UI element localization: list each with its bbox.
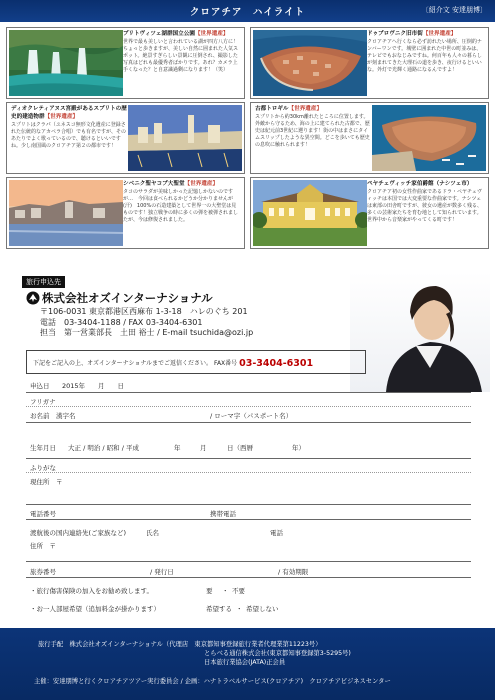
split-photo	[128, 105, 242, 171]
split-description: スプリトはクラパ（ユネスコ無形文化遺産に登録された伝統的なアカペラ合唱）でも有名ですが、そのあたりでよく歌っているので、聴けるといいですね。少し南国風のクロアチア第２の都市です！	[11, 122, 126, 149]
insurance-label: ・旅行傷害保険の加入をお勧め致します。	[30, 587, 153, 595]
insurance-yes-option[interactable]: 要	[206, 587, 213, 595]
pejacevic-title: ペヤチェヴィッチ家伯爵館	[367, 181, 434, 187]
pejacevic-text	[367, 180, 485, 246]
birth-western-year-field[interactable]: 年）	[292, 444, 305, 452]
emergency-name-field[interactable]: 氏名	[146, 529, 159, 537]
sibenik-title: シベニク聖ヤコブ大聖堂	[123, 181, 185, 187]
highlight-card-dubrovnik	[250, 27, 489, 99]
company-phone-fax: 電話 03-3404-1188 / FAX 03-3404-6301	[40, 317, 203, 327]
single-room-no-option[interactable]: 希望しない	[246, 605, 279, 613]
apply-badge: 旅行申込先	[22, 276, 65, 288]
dubrovnik-description: クロアチアへ行くなら必ず訪れたい場所、圧倒的ナンバーワンです。城壁に囲まれた中世の町並みは、テレビでもおなじみですね。何百年も人々の暮らしが刻まれてきた大理石の道を歩き、夜行けるといいな。外灯で光輝く通路になるんですよ！	[367, 39, 482, 73]
header-bar	[0, 0, 495, 22]
highlight-card-split	[6, 102, 245, 174]
split-tag: 【世界遺産】	[44, 114, 79, 120]
romaji-field-label[interactable]: / ローマ字（パスポート名）	[210, 412, 293, 420]
highlight-card-pejacevic	[250, 177, 489, 249]
pejacevic-tag: （ナシツェ市）	[433, 181, 473, 187]
split-text	[11, 105, 129, 171]
date-field[interactable]: 2015年 月 日	[62, 382, 125, 390]
form-row-furigana-address	[26, 459, 471, 473]
name-field-label[interactable]: お名前 漢字名	[30, 412, 76, 420]
birthdate-era-options[interactable]: 大正 / 明治 / 昭和 / 平成	[68, 444, 139, 452]
single-room-label: ・お一人部屋希望（追加料金が掛かります）	[30, 605, 160, 613]
form-row-phone	[26, 505, 471, 520]
insurance-no-option[interactable]: 不要	[232, 587, 245, 595]
intro-credit: 〔紹介文 安達朋博〕	[421, 6, 487, 14]
form-row-birthdate	[26, 423, 471, 459]
company-contact	[40, 307, 253, 339]
highlight-grid	[6, 27, 489, 249]
company-manager-email: 担当 第一営業部長 土田 裕士 / E-mail tsuchida@ozi.jp	[40, 328, 254, 337]
plitvice-title: プリトヴィツェ湖群国立公園	[123, 31, 195, 37]
emergency-address-field[interactable]: 住所 〒	[30, 542, 56, 550]
dubrovnik-photo	[253, 30, 367, 96]
sibenik-text	[123, 180, 241, 246]
passport-number-field[interactable]: 旅券番号	[30, 568, 56, 576]
single-room-yes-option[interactable]: 希望する	[206, 605, 232, 613]
plitvice-lakes-photo	[9, 30, 123, 96]
fax-instruction: 下記をご記入の上、オズインターナショナルまでご返信ください。	[33, 360, 213, 367]
dubrovnik-tag: 【世界遺産】	[422, 31, 457, 37]
address-furigana-label: ふりがな	[30, 464, 56, 472]
form-row-insurance	[26, 578, 471, 598]
split-title: ディオクレティアヌス宮殿があるスプリトの歴史的建造物群	[11, 106, 127, 120]
emergency-contact-label: 渡航後の国内連絡先(ご家族など)	[30, 529, 127, 537]
footer-partner-line: とらべる通信株式会社(東京都知事登録第3-5295号)	[204, 650, 351, 657]
dubrovnik-text	[367, 30, 485, 96]
plitvice-description: 世界で最も美しいと言われている湖が四方八方に！ちょっと歩きますが、美しい自然に囲まれた人気スポット。絶景すぎらしい景観に圧倒され、撮影した写真はどれも最優秀者ばかりです。あれ？カメラ上手くなった？と自意識過剰になります！（笑）	[123, 39, 239, 73]
birth-month-field[interactable]: 月	[200, 444, 207, 452]
phone-field[interactable]: 電話番号	[30, 510, 56, 518]
plitvice-tag: 【世界遺産】	[194, 31, 229, 37]
single-room-separator: ・	[236, 605, 243, 613]
passport-expiry-field[interactable]: / 有効期限	[278, 568, 309, 576]
emergency-phone-field[interactable]: 電話	[270, 529, 283, 537]
sibenik-description: タコのサラダが美味しかった記憶しかないのですが… 今回は食べられるかどうか分かりませんが(汗) 100%の石造建築として世界一の大聖堂は見ものです！独立戦争の時に多くの弾を被弾されましたが、今は修復されました。	[123, 189, 239, 223]
form-row-name	[26, 407, 471, 423]
form-row-date	[26, 376, 471, 393]
company-logo-icon	[26, 291, 40, 305]
trogir-description: スプリトから約30km離れたところに位置します。外敵から守るため、海の上に建てられた古都で、歴史は紀元前3世紀に遡ります！街の中はまさにタイムスリップしたような異空間。どこを歩いても歴史の息吹に触れられます！	[255, 114, 370, 148]
pianist-portrait-photo	[350, 272, 490, 392]
highlight-card-sibenik	[6, 177, 245, 249]
company-address: 〒106-0031 東京都港区西麻布 1-3-18 ハレのぐち 201	[40, 307, 248, 316]
form-row-single-room	[26, 598, 471, 618]
sibenik-photo	[9, 180, 123, 246]
furigana-label: フリガナ	[30, 398, 56, 406]
highlight-card-plitvice	[6, 27, 245, 99]
trogir-title: 古都トロギル	[255, 106, 289, 112]
form-row-passport	[26, 562, 471, 578]
pejacevic-description: クロアチア初の女性作曲家であるドラ・ペヤチェヴィッチは本国では大変重要な作曲家です。ナシツェは東部の田舎町ですが、彼女の遺産が数多く残る、多くの芸術家たちを育む地として知られています。世界中から音楽家がやってくる町です！	[367, 189, 483, 223]
trogir-text	[255, 105, 373, 171]
insurance-separator: ・	[222, 587, 229, 595]
footer-bar	[0, 628, 495, 700]
date-label: 申込日	[30, 382, 50, 390]
form-row-address	[26, 473, 471, 505]
fax-number: 03-3404-6301	[239, 358, 314, 369]
dubrovnik-title: ドゥブロヴニク旧市街	[367, 31, 423, 37]
address-field[interactable]: 現住所 〒	[30, 478, 63, 486]
birth-day-field[interactable]: 日（西暦	[227, 444, 253, 452]
birth-year-field[interactable]: 年	[174, 444, 181, 452]
form-row-furigana	[26, 393, 471, 407]
highlight-card-trogir	[250, 102, 489, 174]
passport-issue-field[interactable]: / 発行日	[150, 568, 174, 576]
form-row-emergency	[26, 520, 471, 562]
fax-instruction-box	[26, 350, 366, 374]
fax-label: FAX番号	[214, 360, 238, 367]
plitvice-text	[123, 30, 241, 96]
sibenik-tag: 【世界遺産】	[184, 181, 219, 187]
page-title: クロアチア ハイライト	[189, 7, 306, 18]
footer-agency-line: 旅行手配 株式会社オズインターナショナル（代理店 東京都知事登録旅行業者代理業第11223号）	[38, 641, 322, 648]
footer-organizer-line: 主催：安達朋博と行くクロアチアツアー実行委員会 / 企画：ハナトラベルサービス(クロアチア) クロアチアビジネスセンター	[34, 678, 391, 685]
footer-jata-line: 日本旅行業協会(JATA)正会員	[204, 659, 286, 666]
birthdate-label: 生年月日	[30, 444, 56, 452]
pejacevic-palace-photo	[253, 180, 367, 246]
company-name: 株式会社オズインターナショナル	[42, 291, 213, 305]
trogir-tag: 【世界遺産】	[288, 106, 323, 112]
trogir-photo	[372, 105, 486, 171]
mobile-field[interactable]: 携帯電話	[210, 510, 236, 518]
